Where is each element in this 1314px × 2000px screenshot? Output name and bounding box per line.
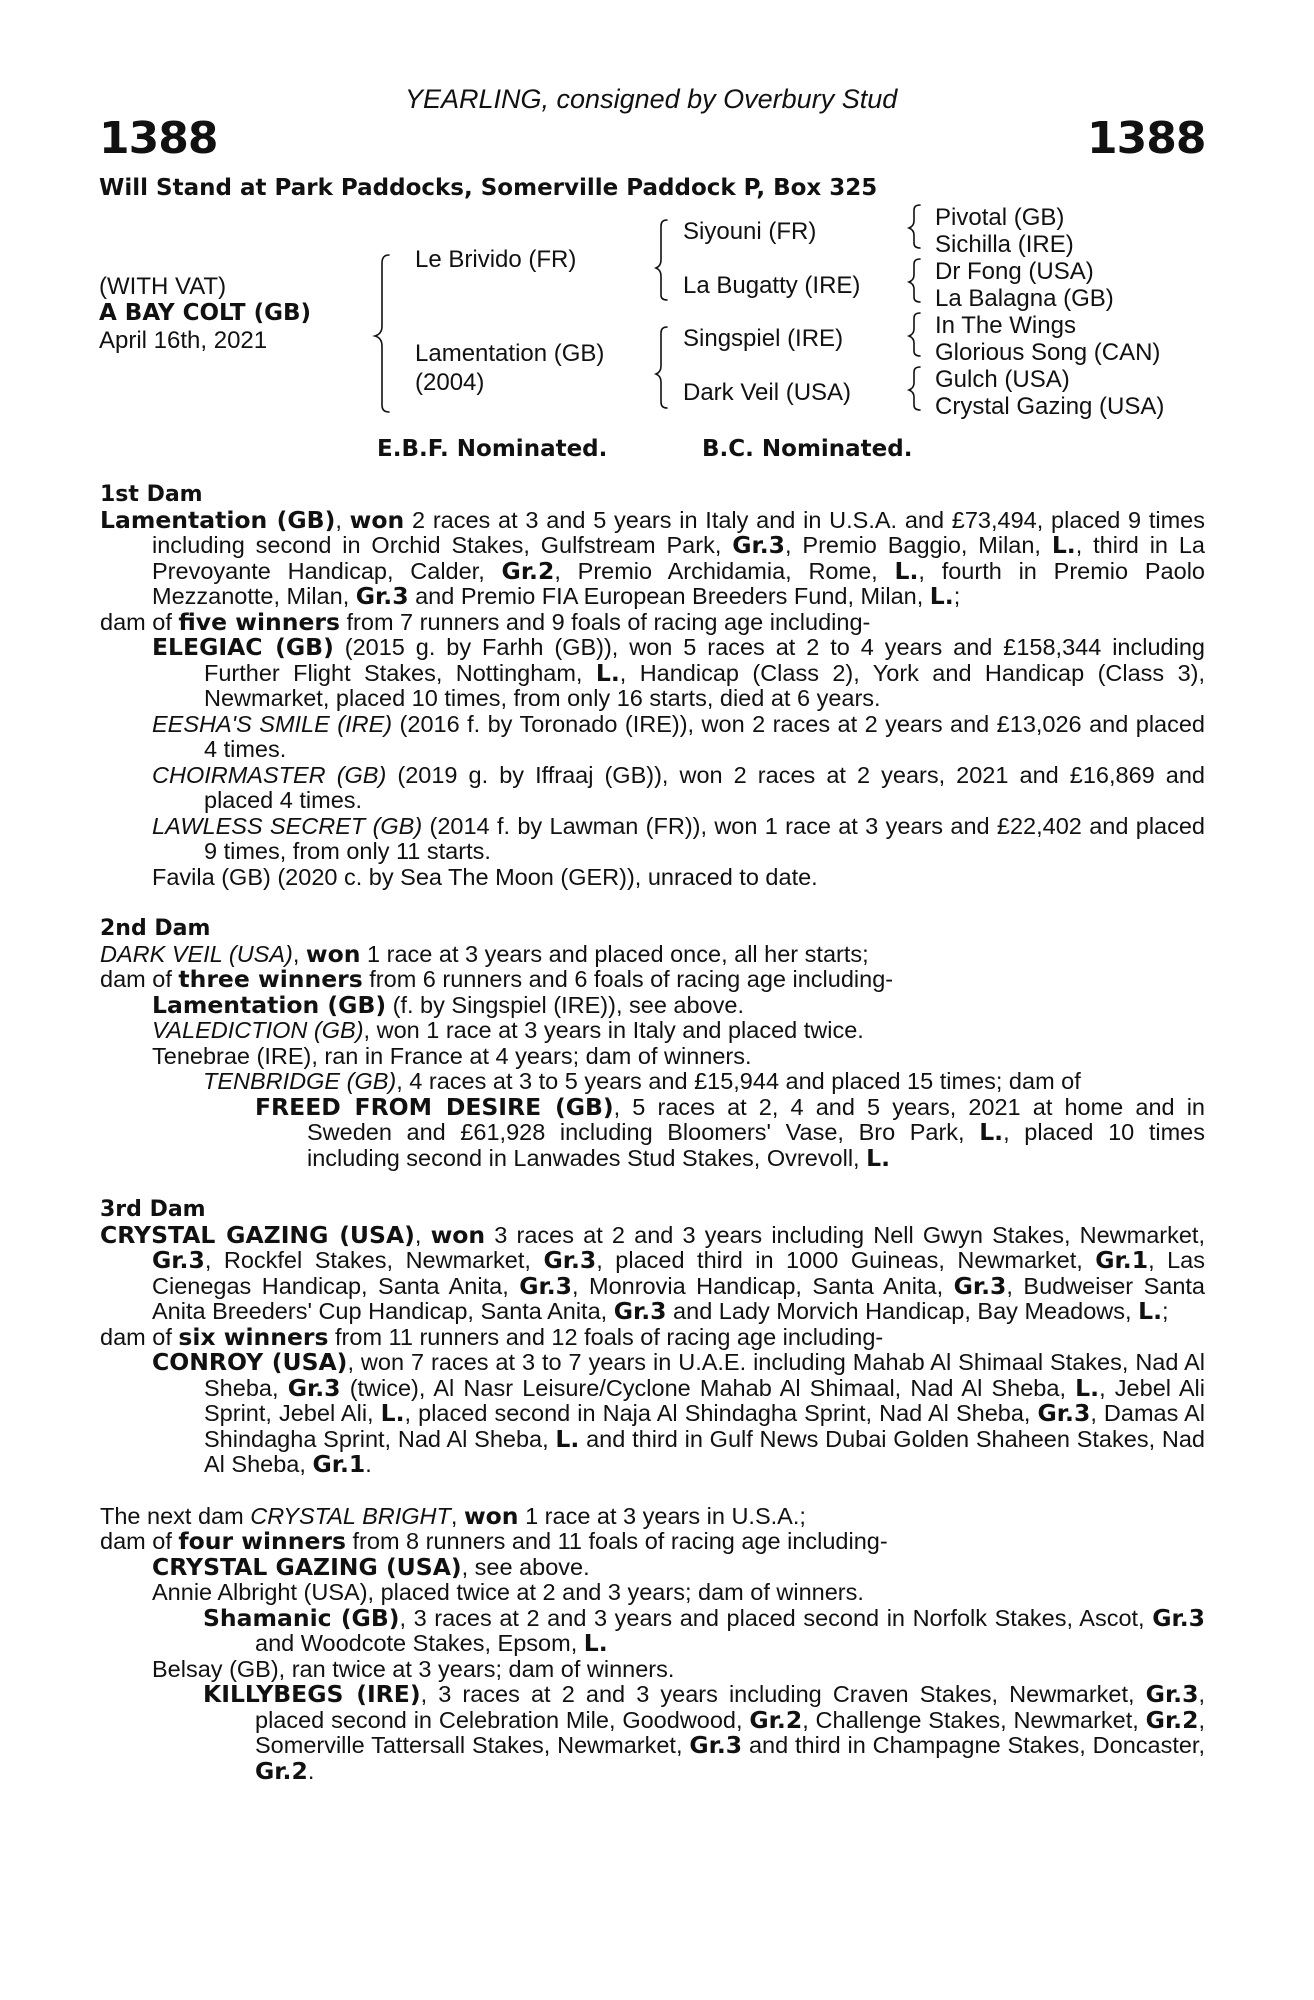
text-run: , 3 races at 2 and 3 years including Craven Stakes, Newmarket, bbox=[420, 1681, 1146, 1707]
bold-text: Gr.2 bbox=[255, 1756, 308, 1785]
bold-text: Gr.2 bbox=[749, 1705, 803, 1734]
first-dam-produce-summary bbox=[100, 607, 1205, 636]
text-run: , see above. bbox=[461, 1553, 590, 1580]
bold-text: Gr.3 bbox=[689, 1731, 743, 1759]
bold-text: won bbox=[430, 1220, 486, 1249]
text-run: 1 race at 3 years and placed once, all her starts; bbox=[360, 940, 869, 967]
text-run: 1 race at 3 years in U.S.A.; bbox=[518, 1502, 806, 1529]
text-run: , Somerville Tattersall Stakes, Newmarket, bbox=[255, 1706, 1205, 1758]
lot-number-left: 1388 bbox=[99, 113, 218, 164]
bold-text: Gr.3 bbox=[152, 1246, 205, 1274]
bold-text: Lamentation (GB) bbox=[152, 990, 387, 1019]
produce-entry bbox=[100, 1018, 1205, 1044]
gp-bracket-2 bbox=[909, 259, 920, 302]
bold-text: Gr.3 bbox=[1152, 1603, 1205, 1632]
ancestor-1: Pivotal (GB) bbox=[935, 204, 1065, 231]
text-run: and third in Gulf News Dubai Golden Shaheen Stakes, Nad Al Sheba, bbox=[204, 1425, 1205, 1477]
text-run: from 8 runners and 11 foals of racing age including- bbox=[346, 1528, 888, 1554]
text-run: , placed second in Celebration Mile, Goodwood, bbox=[255, 1681, 1205, 1733]
text-run: Favila (GB) (2020 c. by Sea The Moon (GER)), unraced to date. bbox=[152, 863, 818, 890]
italic-text: EESHA'S SMILE (IRE) bbox=[152, 710, 393, 737]
first-dam-record bbox=[100, 505, 1206, 610]
bold-text: ELEGIAC (GB) bbox=[152, 633, 334, 661]
bold-text: six winners bbox=[178, 1322, 329, 1351]
bc-nomination: B.C. Nominated. bbox=[702, 436, 913, 462]
text-run: , Damas Al Shindagha Sprint, Nad Al Sheba, bbox=[204, 1400, 1205, 1452]
text-run: , fourth in Premio Paolo Mezzanotte, Milan, bbox=[152, 557, 1205, 609]
italic-text: VALEDICTION (GB) bbox=[152, 1017, 364, 1043]
produce-entry bbox=[100, 1092, 1205, 1172]
text-run: Tenebrae (IRE), ran in France at 4 years; dam of winners. bbox=[152, 1042, 752, 1069]
produce-entry bbox=[100, 990, 1205, 1019]
dam-name: Lamentation (GB) bbox=[415, 340, 605, 367]
text-run: , placed second in Naja Al Shindagha Sprint, Nad Al Sheba, bbox=[404, 1400, 1038, 1426]
dam-sire: Singspiel (IRE) bbox=[683, 325, 844, 352]
dam-dam: Dark Veil (USA) bbox=[683, 379, 852, 406]
bold-text: Gr.3 bbox=[1037, 1399, 1091, 1427]
bold-text: Gr.2 bbox=[501, 556, 555, 585]
first-dam-heading: 1st Dam bbox=[100, 482, 203, 507]
text-run: and Premio FIA European Breeders Fund, Milan, bbox=[408, 583, 930, 609]
italic-text: CRYSTAL BRIGHT bbox=[250, 1502, 451, 1529]
produce-entry bbox=[100, 712, 1205, 763]
ancestor-2: Sichilla (IRE) bbox=[935, 231, 1074, 258]
gp-bracket-3 bbox=[909, 313, 920, 356]
text-run: , 5 races at 2, 4 and 5 years, 2021 at home and in Sweden and £61,928 including Bloomers' Vase, Bro Park, bbox=[307, 1093, 1205, 1145]
sire-name: Le Brivido (FR) bbox=[415, 246, 577, 273]
bold-text: L. bbox=[1075, 1373, 1100, 1402]
ancestor-4: La Balagna (GB) bbox=[935, 285, 1114, 312]
main-bracket bbox=[375, 255, 389, 412]
ancestor-8: Crystal Gazing (USA) bbox=[935, 393, 1165, 420]
bold-text: won bbox=[463, 1501, 519, 1530]
third-dam-produce-summary bbox=[100, 1322, 1205, 1351]
bold-text: Gr.1 bbox=[1095, 1246, 1149, 1274]
text-run: , Challenge Stakes, Newmarket, bbox=[802, 1706, 1146, 1733]
third-dam-record bbox=[100, 1220, 1205, 1325]
produce-entry bbox=[100, 1350, 1205, 1478]
sire-dam: La Bugatty (IRE) bbox=[683, 272, 861, 299]
text-run: The next dam bbox=[100, 1502, 251, 1529]
gp-bracket-4 bbox=[909, 367, 920, 410]
text-run: , Las Cienegas Handicap, Santa Anita, bbox=[152, 1247, 1205, 1299]
text-run: , Budweiser Santa Anita Breeders' Cup Handicap, Santa Anita, bbox=[152, 1272, 1205, 1324]
bold-text: Shamanic (GB) bbox=[203, 1603, 400, 1632]
text-run: dam of bbox=[100, 608, 179, 635]
bold-text: Gr.3 bbox=[613, 1297, 667, 1325]
text-run: , placed 10 times including second in Lanwades Stud Stakes, Ovrevoll, bbox=[307, 1119, 1205, 1171]
text-run: Annie Albright (USA), placed twice at 2 and 3 years; dam of winners. bbox=[152, 1579, 864, 1605]
bold-text: Gr.3 bbox=[1145, 1680, 1199, 1708]
text-run: and third in Champagne Stakes, Doncaster, bbox=[742, 1732, 1205, 1758]
bold-text: CRYSTAL GAZING (USA) bbox=[100, 1220, 415, 1249]
text-run: , Jebel Ali Sprint, Jebel Ali, bbox=[204, 1374, 1205, 1426]
produce-entry bbox=[100, 635, 1205, 712]
bold-text: Lamentation (GB) bbox=[100, 505, 336, 534]
bold-text: four winners bbox=[178, 1527, 346, 1555]
bold-text: won bbox=[349, 505, 405, 534]
bold-text: L. bbox=[595, 658, 620, 687]
ancestor-3: Dr Fong (USA) bbox=[935, 258, 1094, 285]
third-dam-produce-list bbox=[100, 1350, 1205, 1478]
horse-name: A BAY COLT (GB) bbox=[99, 300, 312, 326]
text-run: (twice), Al Nasr Leisure/Cyclone Mahab Al Shimaal, Nad Al Sheba, bbox=[340, 1374, 1076, 1401]
bold-text: CRYSTAL GAZING (USA) bbox=[152, 1552, 462, 1581]
bold-text: Gr.3 bbox=[287, 1373, 341, 1402]
text-run: , won 7 races at 3 to 7 years in U.A.E. including Mahab Al Shimaal Stakes, Nad Al Sheba, bbox=[204, 1349, 1205, 1401]
ancestor-7: Gulch (USA) bbox=[935, 366, 1070, 393]
text-run: , bbox=[335, 506, 350, 533]
produce-entry bbox=[100, 1603, 1205, 1657]
produce-entry bbox=[100, 763, 1205, 814]
text-run: , 3 races at 2 and 3 years and placed second in Norfolk Stakes, Ascot, bbox=[399, 1604, 1153, 1631]
bold-text: Gr.3 bbox=[543, 1246, 597, 1274]
text-run: dam of bbox=[100, 1323, 179, 1350]
bold-text: L. bbox=[894, 556, 919, 585]
italic-text: DARK VEIL (USA) bbox=[100, 940, 293, 967]
text-run: , 4 races at 3 to 5 years and £15,944 and placed 15 times; dam of bbox=[396, 1068, 1081, 1094]
text-run: Belsay (GB), ran twice at 3 years; dam of winners. bbox=[152, 1655, 675, 1682]
bold-text: L. bbox=[1138, 1297, 1162, 1325]
catalogue-body bbox=[100, 482, 1205, 1784]
text-run: , Monrovia Handicap, Santa Anita, bbox=[572, 1272, 954, 1299]
pedigree-brackets bbox=[0, 0, 1314, 460]
text-run: (2019 g. by Iffraaj (GB)), won 2 races at 2 years, 2021 and £16,869 and placed 4 times. bbox=[204, 761, 1205, 813]
text-run: , placed third in 1000 Guineas, Newmarket, bbox=[596, 1247, 1096, 1273]
bold-text: L. bbox=[929, 582, 954, 610]
text-run: . bbox=[365, 1451, 372, 1477]
consignment-title: YEARLING, consigned by Overbury Stud bbox=[405, 84, 898, 114]
bold-text: L. bbox=[1051, 531, 1076, 559]
text-run: (2014 f. by Lawman (FR)), won 1 race at 3 years and £22,402 and placed 9 times, from only 11 starts. bbox=[204, 812, 1205, 864]
second-dam-record bbox=[100, 939, 1205, 968]
text-run: , third in La Prevoyante Handicap, Calder, bbox=[152, 532, 1205, 584]
bold-text: L. bbox=[583, 1629, 608, 1657]
bold-text: Gr.3 bbox=[732, 531, 786, 559]
first-dam-produce-list bbox=[100, 635, 1205, 890]
italic-text: CHOIRMASTER (GB) bbox=[152, 761, 387, 788]
bold-text: L. bbox=[979, 1118, 1004, 1146]
produce-entry bbox=[100, 1069, 1205, 1095]
produce-entry bbox=[100, 1044, 1205, 1070]
text-run: ; bbox=[953, 583, 961, 609]
vat-note: (WITH VAT) bbox=[99, 273, 227, 300]
text-run: , Rockfel Stakes, Newmarket, bbox=[204, 1247, 544, 1273]
bold-text: five winners bbox=[178, 607, 340, 636]
text-run: and Woodcote Stakes, Epsom, bbox=[255, 1630, 584, 1656]
dam-bracket bbox=[656, 327, 667, 408]
text-run: 2 races at 3 and 5 years in Italy and in U.S.A. and £73,494, placed 9 times including second in Orchid Stakes, Gulfstream Park, bbox=[152, 506, 1206, 558]
text-run: from 7 runners and 9 foals of racing age including- bbox=[339, 608, 871, 635]
text-run: , Handicap (Class 2), York and Handicap (Class 3), Newmarket, placed 10 times, from only 16 starts, died at 6 years. bbox=[204, 659, 1205, 711]
bold-text: Gr.3 bbox=[519, 1271, 573, 1300]
text-run: , Premio Archidamia, Rome, bbox=[554, 557, 895, 584]
produce-entry bbox=[100, 1580, 1205, 1606]
bold-text: L. bbox=[555, 1424, 580, 1453]
lot-number-right: 1388 bbox=[1087, 113, 1206, 164]
text-run: 3 races at 2 and 3 years including Nell Gwyn Stakes, Newmarket, bbox=[485, 1221, 1205, 1248]
italic-text: LAWLESS SECRET (GB) bbox=[152, 812, 423, 839]
produce-entry bbox=[100, 1657, 1205, 1683]
text-run: ; bbox=[1162, 1298, 1169, 1324]
sire-bracket bbox=[656, 220, 667, 300]
gp-bracket-1 bbox=[909, 205, 920, 248]
bold-text: three winners bbox=[178, 965, 363, 993]
bold-text: Gr.1 bbox=[312, 1450, 366, 1478]
bold-text: KILLYBEGS (IRE) bbox=[203, 1680, 421, 1708]
third-dam-heading: 3rd Dam bbox=[100, 1197, 206, 1222]
produce-entry bbox=[100, 1552, 1205, 1581]
text-run: dam of bbox=[100, 1528, 179, 1554]
bold-text: CONROY (USA) bbox=[152, 1348, 348, 1376]
italic-text: TENBRIDGE (GB) bbox=[203, 1068, 397, 1094]
text-run: , Premio Baggio, Milan, bbox=[785, 532, 1052, 558]
text-run: , bbox=[414, 1221, 431, 1248]
text-run: , bbox=[292, 940, 306, 967]
produce-entry bbox=[100, 1682, 1205, 1784]
bold-text: won bbox=[305, 939, 361, 968]
dam-year: (2004) bbox=[415, 369, 485, 396]
ancestor-5: In The Wings bbox=[935, 312, 1076, 339]
bold-text: Gr.3 bbox=[953, 1271, 1007, 1300]
text-run: (2015 g. by Farhh (GB)), won 5 races at 2 to 4 years and £158,344 including Further Flight Stakes, Nottingham, bbox=[204, 634, 1205, 686]
foaling-date: April 16th, 2021 bbox=[99, 327, 268, 354]
text-run: , bbox=[450, 1502, 464, 1529]
bold-text: L. bbox=[866, 1143, 891, 1172]
second-dam-produce-summary bbox=[100, 967, 1205, 993]
next-dam-record bbox=[100, 1501, 1205, 1530]
next-dam-produce-list bbox=[100, 1552, 1205, 1785]
second-dam-produce-list bbox=[100, 990, 1205, 1172]
text-run: . bbox=[307, 1757, 315, 1784]
next-dam-produce-summary bbox=[100, 1529, 1205, 1555]
ebf-nomination: E.B.F. Nominated. bbox=[377, 436, 608, 462]
bold-text: Gr.2 bbox=[1145, 1705, 1199, 1734]
stand-location: Will Stand at Park Paddocks, Somerville Paddock P, Box 325 bbox=[99, 175, 878, 201]
produce-entry bbox=[100, 814, 1205, 865]
text-run: from 6 runners and 6 foals of racing age including- bbox=[362, 966, 894, 992]
text-run: dam of bbox=[100, 966, 179, 992]
bold-text: Gr.3 bbox=[355, 582, 409, 610]
ancestor-6: Glorious Song (CAN) bbox=[935, 339, 1161, 366]
bold-text: L. bbox=[380, 1399, 405, 1427]
text-run: (2016 f. by Toronado (IRE)), won 2 races at 2 years and £13,026 and placed 4 times. bbox=[204, 710, 1205, 762]
text-run: (f. by Singspiel (IRE)), see above. bbox=[386, 991, 744, 1018]
second-dam-heading: 2nd Dam bbox=[100, 916, 211, 941]
text-run: and Lady Morvich Handicap, Bay Meadows, bbox=[666, 1298, 1139, 1324]
text-run: from 11 runners and 12 foals of racing age including- bbox=[328, 1323, 884, 1350]
text-run: , won 1 race at 3 years in Italy and placed twice. bbox=[363, 1017, 864, 1043]
produce-entry bbox=[100, 865, 1205, 891]
sire-sire: Siyouni (FR) bbox=[683, 218, 817, 245]
bold-text: FREED FROM DESIRE (GB) bbox=[255, 1092, 614, 1121]
